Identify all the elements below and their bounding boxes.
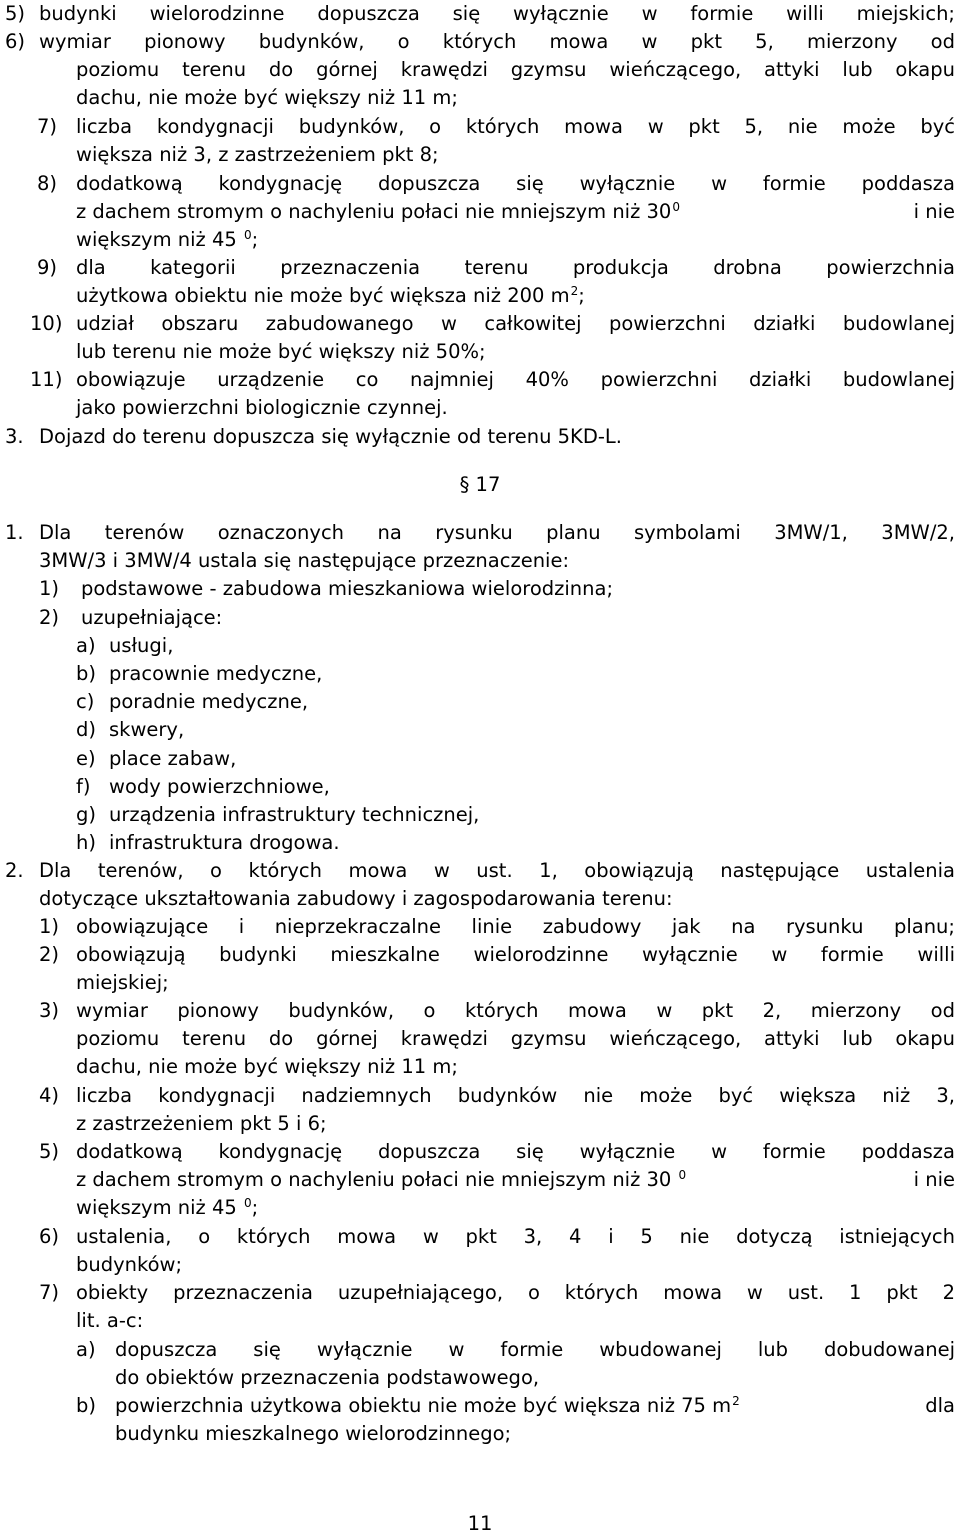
paragraph-1: [5, 519, 955, 857]
list-text: wymiar pionowy budynków, o których mowa w pkt 5, mierzony od: [39, 30, 955, 53]
list-item-2-6: [39, 1223, 955, 1279]
paragraph-text: 3MW/3 i 3MW/4 ustala się następujące przeznaczenie:: [39, 549, 570, 573]
list-text: udział obszaru zabudowanego w całkowitej powierzchni działki budowlanej: [76, 312, 955, 335]
list-text: jako powierzchni biologicznie czynnej.: [76, 396, 448, 420]
list-item-2-7: [39, 1279, 955, 1335]
sub-text: wody powierzchniowe,: [109, 774, 330, 798]
sub-item-a: [76, 1336, 955, 1392]
list-text: poziomu terenu do górnej krawędzi gzymsu wieńczącego, attyki lub okapu: [76, 58, 955, 82]
sub-text: budynku mieszkalnego wielorodzinnego;: [115, 1422, 512, 1446]
section-heading: § 17: [459, 473, 501, 496]
paragraph-text: dotyczące ukształtowania zabudowy i zagospodarowania terenu:: [39, 887, 673, 911]
paragraph-text: Dla terenów, o których mowa w ust. 1, obowiązują następujące ustalenia: [39, 859, 955, 882]
sub-text: pracownie medyczne,: [109, 661, 323, 685]
list-item-2-1: [39, 913, 955, 941]
list-text: lub terenu nie może być większy niż 50%;: [76, 340, 486, 364]
sub-text: place zabaw,: [109, 746, 237, 770]
sub-number: f): [76, 774, 91, 798]
list-item-7: [37, 113, 955, 169]
sub-text: usługi,: [109, 633, 174, 657]
list-item-6: [5, 28, 955, 113]
sub-text: urządzenia infrastruktury technicznej,: [109, 802, 480, 826]
degree-superscript: 0: [244, 1195, 252, 1210]
list-item-10: [30, 310, 955, 366]
sub-text: infrastruktura drogowa.: [109, 831, 340, 855]
list-text: i nie: [913, 200, 955, 224]
sub-number: e): [76, 746, 96, 770]
area-superscript: 2: [570, 283, 579, 298]
list-text: liczba kondygnacji budynków, o których mowa w pkt 5, nie może być: [76, 115, 955, 138]
point-3: [5, 423, 955, 451]
list-number: 1): [39, 915, 60, 938]
point-number: 3.: [5, 425, 24, 448]
list-number: 7): [37, 115, 58, 138]
list-item-8: [37, 170, 955, 255]
paragraph-text: Dla terenów oznaczonych na rysunku planu symbolami 3MW/1, 3MW/2,: [39, 521, 955, 544]
list-text: większym niż 45: [76, 228, 237, 252]
list-text: obowiązują budynki mieszkalne wielorodzinne wyłącznie w formie willi: [76, 943, 955, 966]
list-number: 2): [39, 605, 60, 629]
sub-text: skwery,: [109, 718, 185, 742]
sub-text: dopuszcza się wyłącznie w formie wbudowanej lub dobudowanej: [115, 1338, 955, 1361]
list-item-2-4: [39, 1082, 955, 1138]
list-number: 4): [39, 1084, 60, 1107]
list-text: dachu, nie może być większy niż 11 m;: [76, 86, 458, 110]
list-text: dachu, nie może być większy niż 11 m;: [76, 1055, 458, 1079]
point-text: Dojazd do terenu dopuszcza się wyłącznie od terenu 5KD-L.: [39, 425, 622, 448]
list-number: 1): [39, 577, 60, 601]
sub-item-b: [76, 1392, 955, 1448]
list-text: z zastrzeżeniem pkt 5 i 6;: [76, 1112, 327, 1136]
list-text: wymiar pionowy budynków, o których mowa w pkt 2, mierzony od: [76, 999, 955, 1022]
sub-number: h): [76, 831, 96, 855]
sub-number: d): [76, 718, 96, 742]
list-text: obiekty przeznaczenia uzupełniającego, o których mowa w ust. 1 pkt 2: [76, 1281, 955, 1304]
list-text: użytkowa obiektu nie może być większa niż 200 m: [76, 284, 570, 308]
list-item-5: [5, 0, 955, 28]
sub-number: c): [76, 690, 95, 714]
degree-superscript: 0: [678, 1167, 687, 1182]
paragraph-number: 1.: [5, 521, 24, 544]
degree-superscript: 0: [244, 227, 252, 242]
list-text: większym niż 45: [76, 1196, 237, 1220]
list-text: ;: [251, 228, 259, 252]
list-item-2-3: [39, 997, 955, 1082]
list-item-2-5: [39, 1138, 955, 1223]
list-text: z dachem stromym o nachyleniu połaci nie mniejszym niż 30: [76, 1168, 672, 1192]
list-number: 6): [5, 30, 26, 53]
paragraph-2: [5, 857, 955, 913]
list-text: dla kategorii przeznaczenia terenu produkcja drobna powierzchnia: [76, 256, 955, 279]
sub-text: do obiektów przeznaczenia podstawowego,: [115, 1366, 540, 1390]
list-number: 2): [39, 943, 60, 966]
list-item-2-2: [39, 941, 955, 997]
sub-number: b): [76, 1394, 96, 1417]
list-text: i nie: [913, 1168, 955, 1192]
list-item-11: [30, 366, 955, 422]
paragraph-number: 2.: [5, 859, 24, 882]
list-text: budynki wielorodzinne dopuszcza się wyłącznie w formie willi miejskich;: [39, 2, 955, 25]
sub-number: g): [76, 802, 96, 826]
list-number: 5): [5, 2, 26, 25]
list-text: ;: [578, 284, 585, 308]
sub-number: a): [76, 633, 96, 657]
sub-number: b): [76, 661, 96, 685]
sub-text: dla: [925, 1394, 955, 1417]
list-number: 6): [39, 1225, 60, 1248]
list-text: budynków;: [76, 1253, 183, 1277]
area-superscript: 2: [732, 1393, 740, 1408]
list-text: uzupełniające:: [81, 605, 223, 629]
degree-superscript: 0: [672, 199, 680, 214]
list-text: z dachem stromym o nachyleniu połaci nie mniejszym niż 30: [76, 200, 672, 224]
page-number: 11: [467, 1512, 493, 1535]
list-text: ;: [251, 1196, 259, 1220]
sub-text: powierzchnia użytkowa obiektu nie może być większa niż 75 m: [115, 1394, 732, 1417]
list-text: podstawowe - zabudowa mieszkaniowa wielorodzinna;: [81, 577, 614, 601]
list-number: 10): [30, 312, 63, 335]
list-number: 3): [39, 999, 60, 1022]
sub-text: poradnie medyczne,: [109, 690, 309, 714]
list-item-9: [37, 254, 955, 310]
list-text: obowiązujące i nieprzekraczalne linie zabudowy jak na rysunku planu;: [76, 915, 955, 938]
list-text: poziomu terenu do górnej krawędzi gzymsu wieńczącego, attyki lub okapu: [76, 1027, 955, 1051]
list-text: dodatkową kondygnację dopuszcza się wyłącznie w formie poddasza: [76, 172, 955, 195]
list-number: 9): [37, 256, 58, 279]
list-number: 8): [37, 172, 58, 195]
list-text: obowiązuje urządzenie co najmniej 40% powierzchni działki budowlanej: [76, 368, 955, 391]
list-number: 11): [30, 368, 63, 391]
list-text: liczba kondygnacji nadziemnych budynków nie może być większa niż 3,: [76, 1084, 955, 1107]
sub-number: a): [76, 1338, 96, 1361]
list-text: dodatkową kondygnację dopuszcza się wyłącznie w formie poddasza: [76, 1140, 955, 1163]
list-text: ustalenia, o których mowa w pkt 3, 4 i 5 nie dotyczą istniejących: [76, 1225, 955, 1248]
list-number: 5): [39, 1140, 60, 1163]
list-text: miejskiej;: [76, 971, 169, 995]
list-number: 7): [39, 1281, 60, 1304]
list-text: większa niż 3, z zastrzeżeniem pkt 8;: [76, 143, 439, 167]
list-text: lit. a-c:: [76, 1309, 144, 1333]
